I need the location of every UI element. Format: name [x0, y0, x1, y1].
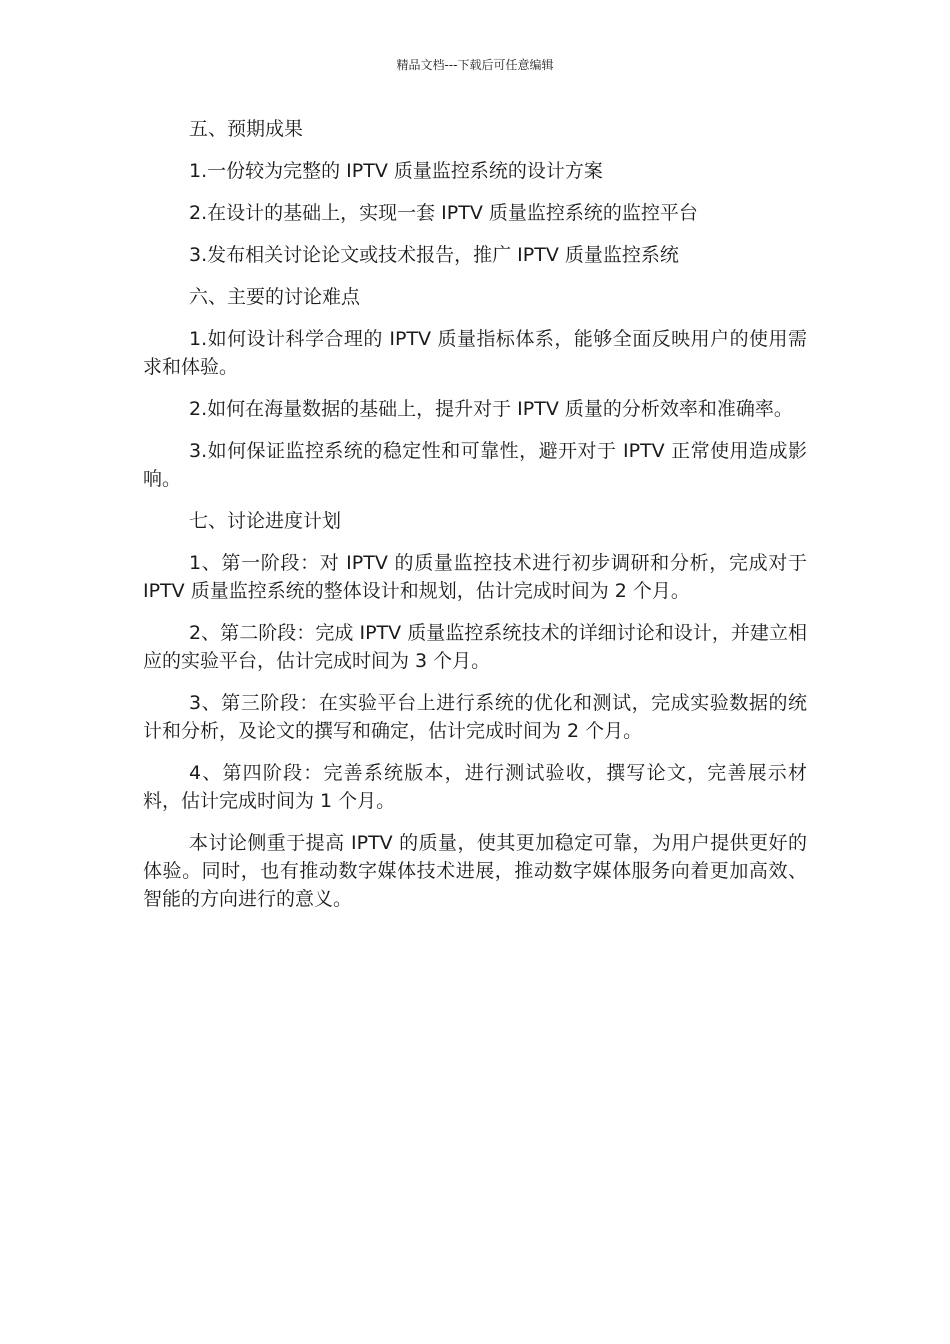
section-heading-expected-results: 五、预期成果	[189, 118, 304, 140]
difficulty-item-2: 2.如何在海量数据的基础上，提升对于 IPTV 质量的分析效率和准确率。	[189, 398, 793, 420]
section-heading-difficulties: 六、主要的讨论难点	[189, 286, 361, 308]
expected-result-item-2: 2.在设计的基础上，实现一套 IPTV 质量监控系统的监控平台	[189, 202, 698, 224]
conclusion-paragraph: 本讨论侧重于提高 IPTV 的质量，使其更加稳定可靠，为用户提供更好的体验。同时，也有推动数字媒体技术进展，推动数字媒体服务向着更加高效、智能的方向进行的意义。	[143, 832, 807, 910]
section-heading-schedule: 七、讨论进度计划	[189, 510, 342, 532]
document-body	[143, 115, 807, 927]
schedule-item-3: 3、第三阶段：在实验平台上进行系统的优化和测试，完成实验数据的统计和分析，及论文的撰写和确定，估计完成时间为 2 个月。	[143, 692, 807, 742]
expected-result-item-3: 3.发布相关讨论论文或技术报告，推广 IPTV 质量监控系统	[189, 244, 679, 266]
page-header: 精品文档---下载后可任意编辑	[396, 58, 554, 72]
expected-result-item-1: 1.一份较为完整的 IPTV 质量监控系统的设计方案	[189, 160, 603, 182]
difficulty-item-1: 1.如何设计科学合理的 IPTV 质量指标体系，能够全面反映用户的使用需求和体验。	[143, 328, 807, 378]
schedule-item-2: 2、第二阶段：完成 IPTV 质量监控系统技术的详细讨论和设计，并建立相应的实验平台，估计完成时间为 3 个月。	[143, 622, 807, 672]
schedule-item-4: 4、第四阶段：完善系统版本，进行测试验收，撰写论文，完善展示材料，估计完成时间为 1 个月。	[143, 762, 807, 812]
schedule-item-1: 1、第一阶段：对 IPTV 的质量监控技术进行初步调研和分析，完成对于 IPTV 质量监控系统的整体设计和规划，估计完成时间为 2 个月。	[143, 552, 807, 602]
difficulty-item-3: 3.如何保证监控系统的稳定性和可靠性，避开对于 IPTV 正常使用造成影响。	[143, 440, 807, 490]
